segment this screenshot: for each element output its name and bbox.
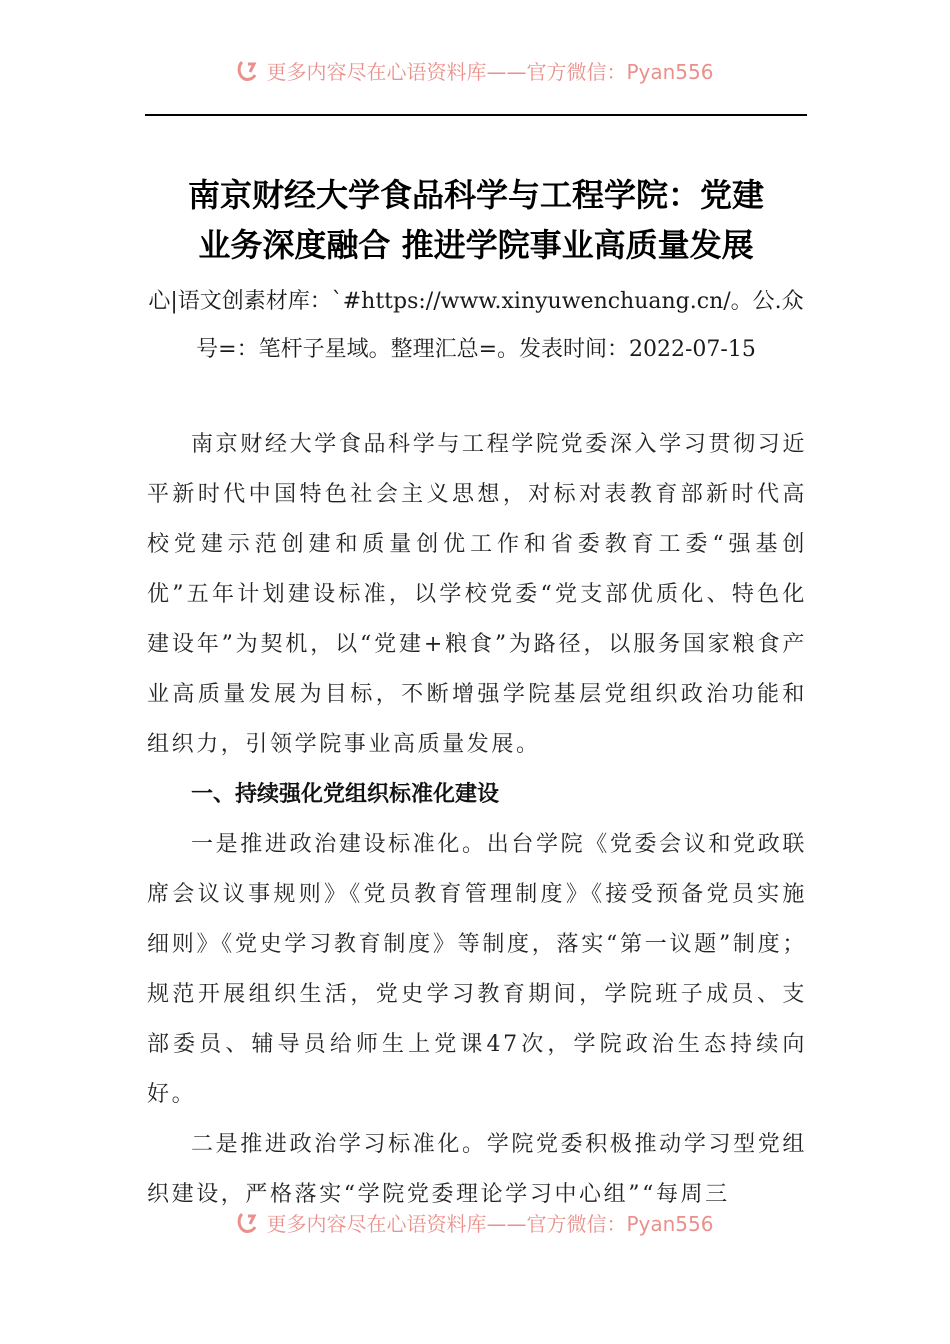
title-line-1: 南京财经大学食品科学与工程学院：党建 [187,176,764,214]
logo-icon [236,1210,260,1234]
source-line-1: 心|语文创素材库：`#https://www.xinyuwenchuang.cn/。公.众 [148,289,804,314]
paragraph-intro: 南京财经大学食品科学与工程学院党委深入学习贯彻习近平新时代中国特色社会主义思想，对标对表教育部新时代高校党建示范创建和质量创优工作和省委教育工委“强基创优”五年计划建设标准，以学校党委“党支部优质化、特色化建设年”为契机，以“党建+粮食”为路径，以服务国家粮食产业高质量发展为目标，不断增强学院基层党组织政治功能和组织力，引领学院事业高质量发展。 [147,432,807,757]
title-line-2: 业务深度融合 推进学院事业高质量发展 [198,226,754,264]
watermark-text: 更多内容尽在心语资料库——官方微信：Pyan556 [266,1211,714,1236]
section-heading: 一、持续强化党组织标准化建设 [191,782,500,807]
watermark-header [0,55,950,85]
article-body [147,420,807,1220]
article-title [145,170,807,270]
logo-icon [236,58,260,82]
watermark-footer [0,1207,950,1237]
header-divider [145,114,807,116]
source-line-2: 号=：笔杆子星域。整理汇总=。发表时间：2022-07-15 [196,337,756,362]
paragraph-political-study: 二是推进政治学习标准化。学院党委积极推动学习型党组织建设，严格落实“学院党委理论学习中心组”“每周三 [147,1132,807,1207]
paragraph-political-building: 一是推进政治建设标准化。出台学院《党委会议和党政联席会议议事规则》《党员教育管理制度》《接受预备党员实施细则》《党史学习教育制度》等制度，落实“第一议题”制度；规范开展组织生活，党史学习教育期间，学院班子成员、支部委员、辅导员给师生上党课47次，学院政治生态持续向好。 [147,832,807,1107]
article-source [145,278,807,374]
watermark-text: 更多内容尽在心语资料库——官方微信：Pyan556 [266,59,714,84]
